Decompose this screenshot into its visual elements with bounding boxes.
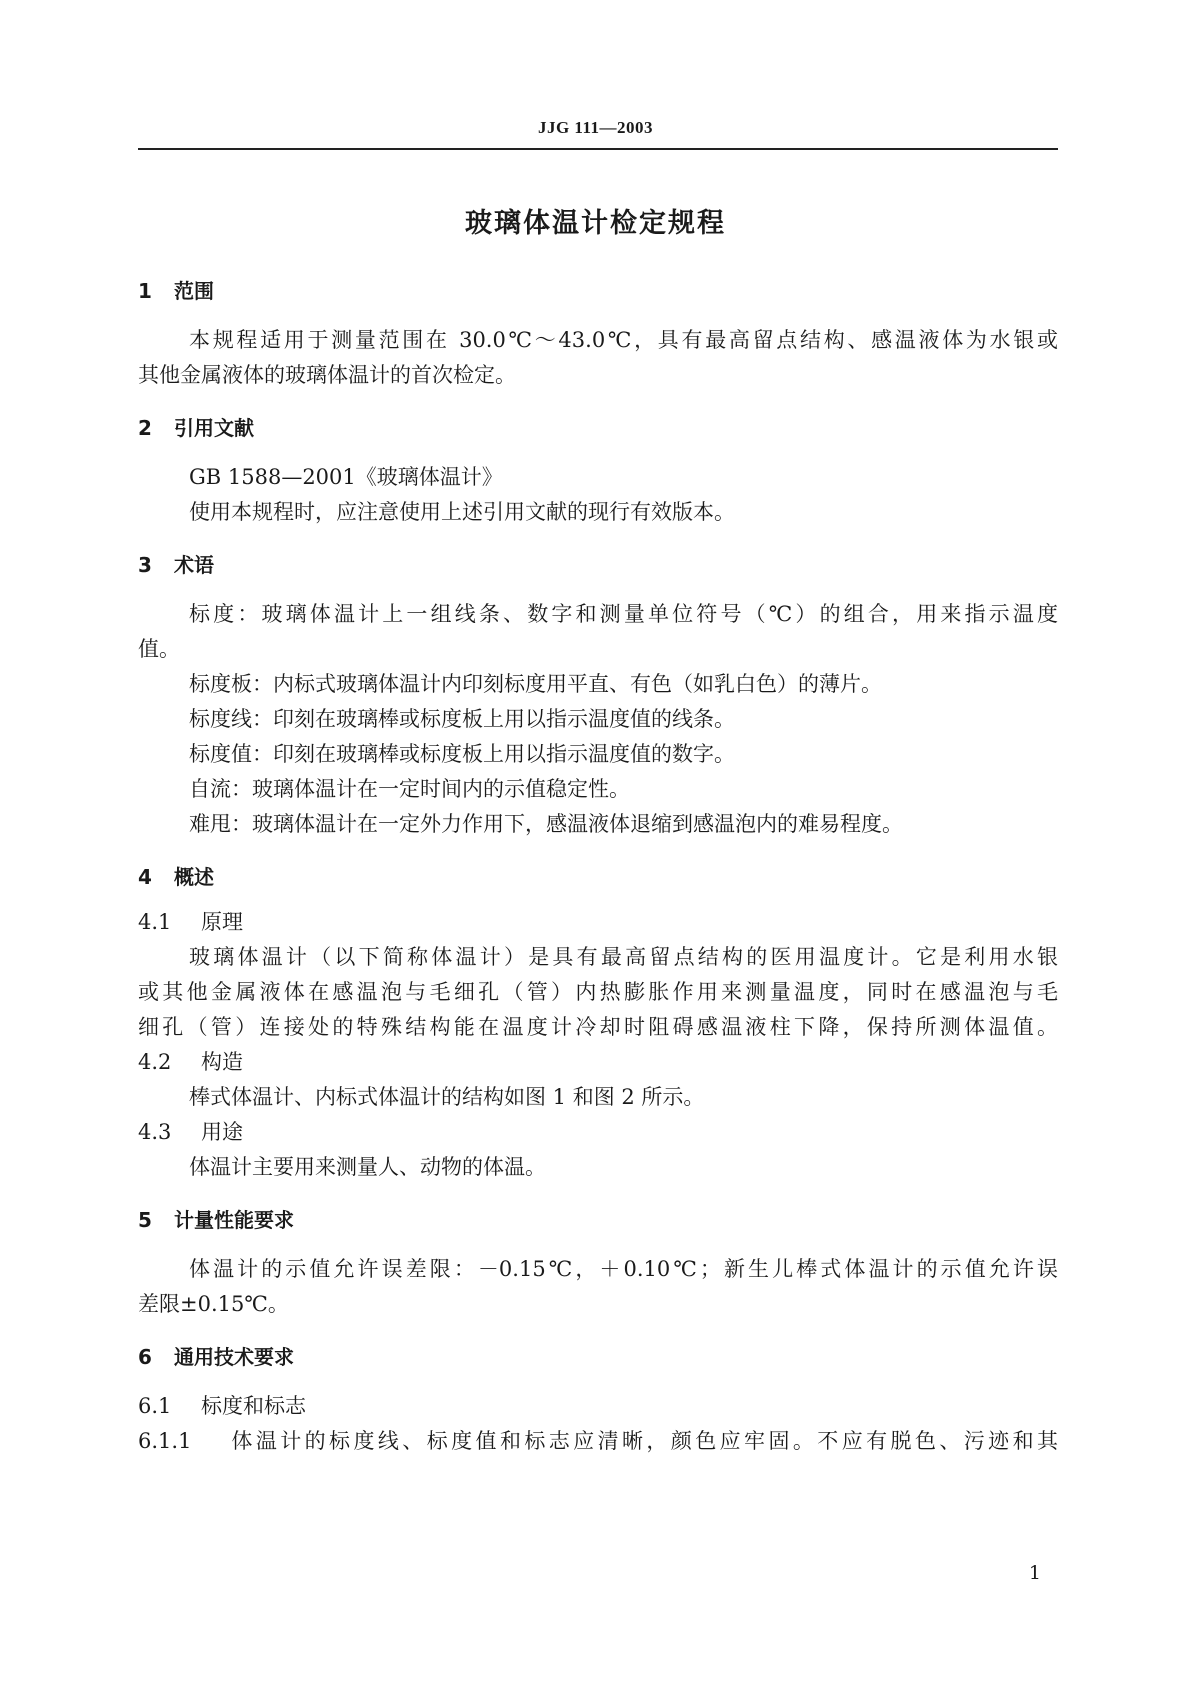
section-1-heading [138,277,214,305]
subsection-number: 4.1 [138,910,172,934]
subsection-number: 6.1 [138,1394,172,1418]
term-definition: 标度板：内标式玻璃体温计内印刻标度用平直、有色（如乳白色）的薄片。 [189,672,882,696]
clause-6-1-1 [138,1427,1058,1455]
paragraph-line: 体温计的示值允许误差限：－0.15℃，＋0.10℃；新生儿棒式体温计的示值允许误 [189,1257,1058,1281]
paragraph-line: 玻璃体温计（以下简称体温计）是具有最高留点结构的医用温度计。它是利用水银 [189,945,1058,969]
section-4-heading [138,863,214,891]
subsection-title: 原理 [201,910,243,934]
section-title: 引用文献 [174,416,254,440]
paragraph-line: 细孔（管）连接处的特殊结构能在温度计冷却时阻碍感温液柱下降，保持所测体温值。 [138,1015,1058,1039]
standard-code: JJG 111—2003 [537,118,654,137]
subsection-4-3-heading [138,1118,243,1146]
subsection-title: 标度和标志 [201,1394,306,1418]
term-definition: 标度值：印刻在玻璃棒或标度板上用以指示温度值的数字。 [189,742,735,766]
subsection-title: 用途 [201,1120,243,1144]
paragraph-line: 或其他金属液体在感温泡与毛细孔（管）内热膨胀作用来测量温度，同时在感温泡与毛 [138,980,1058,1004]
section-title: 计量性能要求 [174,1208,294,1232]
section-number: 4 [138,865,152,889]
section-number: 3 [138,553,152,577]
term-definition: 标度：玻璃体温计上一组线条、数字和测量单位符号（℃）的组合，用来指示温度 [189,602,1058,626]
section-2-heading [138,414,254,442]
section-5-heading [138,1206,294,1234]
section-number: 6 [138,1345,152,1369]
section-number: 1 [138,279,152,303]
page-number: 1 [1028,1562,1041,1584]
paragraph-line: 值。 [138,637,180,661]
section-title: 概述 [174,865,214,889]
paragraph-line: 棒式体温计、内标式体温计的结构如图 1 和图 2 所示。 [189,1085,705,1109]
reference-citation: GB 1588—2001《玻璃体温计》 [189,465,503,489]
section-number: 5 [138,1208,152,1232]
term-definition: 自流：玻璃体温计在一定时间内的示值稳定性。 [189,777,630,801]
section-6-heading [138,1343,294,1371]
subsection-4-1-heading [138,908,243,936]
section-number: 2 [138,416,152,440]
paragraph-line: 其他金属液体的玻璃体温计的首次检定。 [138,363,516,387]
section-title: 术语 [174,553,214,577]
header-rule [138,148,1058,150]
subsection-number: 4.2 [138,1050,172,1074]
term-definition: 标度线：印刻在玻璃棒或标度板上用以指示温度值的线条。 [189,707,735,731]
term-definition: 难甩：玻璃体温计在一定外力作用下，感温液体退缩到感温泡内的难易程度。 [189,812,903,836]
clause-text: 体温计的标度线、标度值和标志应清晰，颜色应牢固。不应有脱色、污迹和其 [228,1429,1058,1453]
section-title: 通用技术要求 [174,1345,294,1369]
clause-number: 6.1.1 [138,1429,192,1453]
paragraph-line: 本规程适用于测量范围在 30.0℃～43.0℃，具有最高留点结构、感温液体为水银或 [189,328,1058,352]
paragraph-line: 差限±0.15℃。 [138,1292,289,1316]
paragraph-line: 体温计主要用来测量人、动物的体温。 [189,1155,546,1179]
subsection-6-1-heading [138,1392,306,1420]
section-title: 范围 [174,279,214,303]
subsection-number: 4.3 [138,1120,172,1144]
document-title: 玻璃体温计检定规程 [465,208,726,239]
subsection-title: 构造 [201,1050,243,1074]
section-3-heading [138,551,214,579]
paragraph-line: 使用本规程时，应注意使用上述引用文献的现行有效版本。 [189,500,735,524]
subsection-4-2-heading [138,1048,243,1076]
